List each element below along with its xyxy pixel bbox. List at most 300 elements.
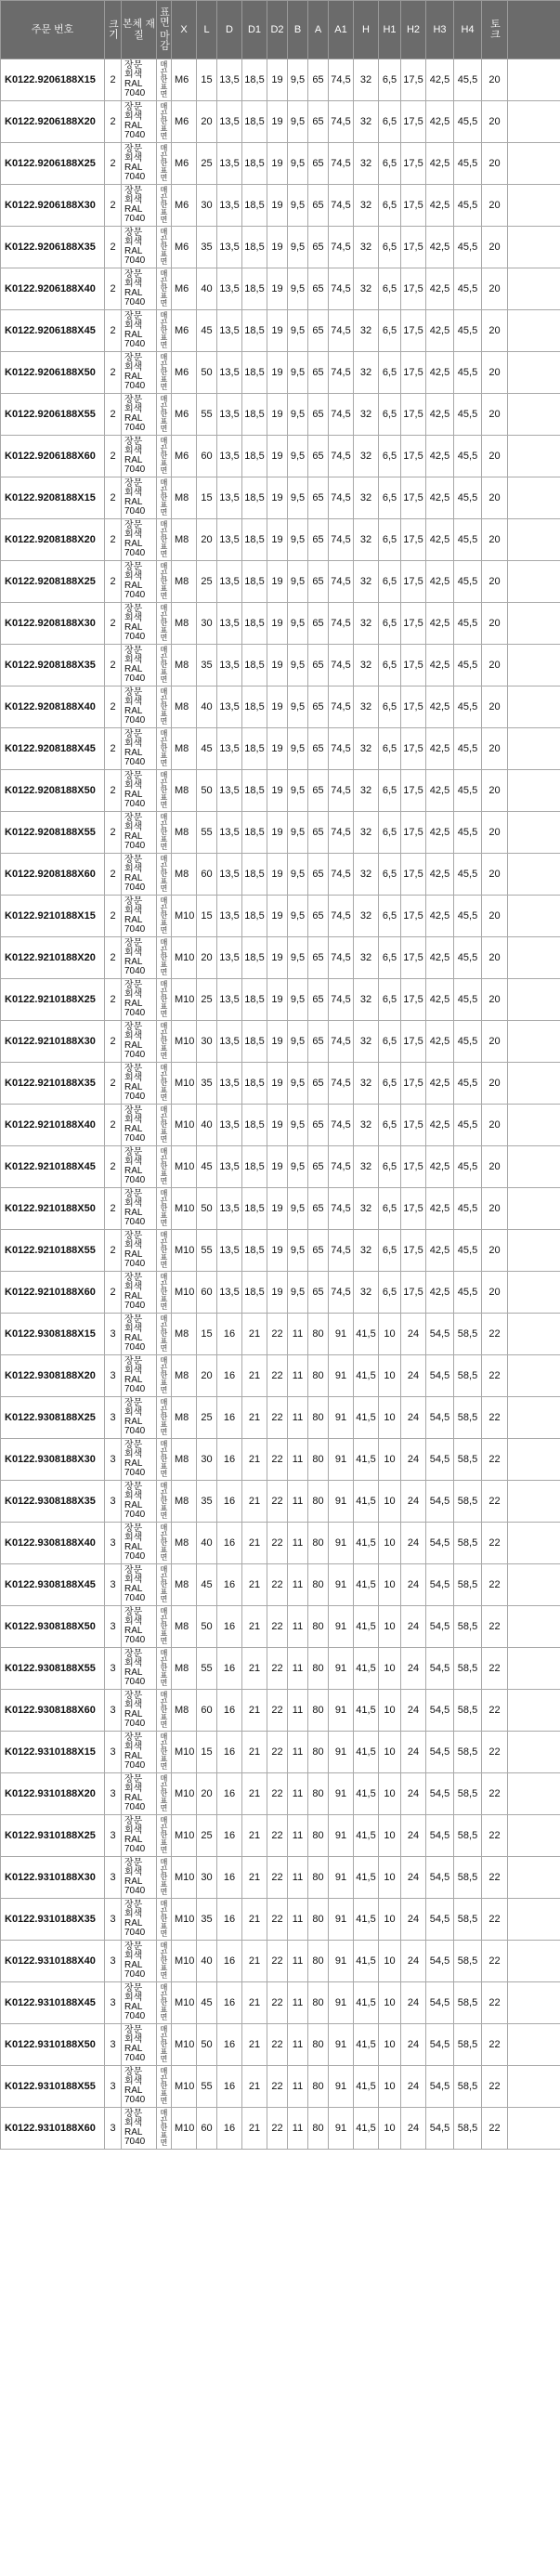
cell-a: 65 (308, 770, 329, 812)
material-line: 장문 (124, 1105, 143, 1116)
surface-text: 매끈한표면 (160, 1565, 168, 1602)
cell-h2: 24 (401, 2024, 426, 2066)
cell-thread: M8 (172, 1606, 197, 1648)
cell-size: 2 (105, 394, 122, 436)
cell-d: 13,5 (217, 59, 242, 101)
material-line: 회색 (124, 446, 143, 456)
cell-surface (157, 1397, 172, 1439)
cell-h2: 17,5 (401, 561, 426, 603)
cell-material (122, 1982, 157, 2024)
cell-d1: 18,5 (242, 1021, 267, 1063)
material-line: RAL (124, 1751, 143, 1761)
surface-text: 매끈한표면 (160, 729, 168, 766)
cell-size: 2 (105, 1272, 122, 1314)
cell-d: 16 (217, 1606, 242, 1648)
cell-d1: 18,5 (242, 1063, 267, 1105)
cell-thread: M6 (172, 394, 197, 436)
material-line: 장문 (124, 604, 143, 614)
cell-h1: 6,5 (379, 394, 401, 436)
material-line: 장문 (124, 1231, 143, 1241)
cell-blank (508, 1857, 560, 1899)
cell-a1: 74,5 (329, 1230, 354, 1272)
surface-text: 매끈한표면 (160, 311, 168, 348)
cell-size: 3 (105, 1857, 122, 1899)
cell-size: 3 (105, 1564, 122, 1606)
cell-a1: 74,5 (329, 59, 354, 101)
material-line: RAL (124, 664, 143, 674)
material-line: 장문 (124, 1942, 143, 1952)
cell-h4: 58,5 (454, 1606, 482, 1648)
cell-b: 9,5 (288, 561, 308, 603)
cell-thread: M10 (172, 2066, 197, 2108)
cell-surface (157, 1690, 172, 1732)
cell-blank (508, 1899, 560, 1941)
material-line: 회색 (124, 195, 143, 205)
cell-d: 16 (217, 1355, 242, 1397)
cell-h3: 42,5 (426, 854, 454, 896)
cell-d1: 18,5 (242, 143, 267, 185)
cell-h: 32 (354, 770, 379, 812)
table-row (1, 1314, 560, 1355)
cell-material (122, 268, 157, 310)
cell-h3: 54,5 (426, 1899, 454, 1941)
table-row (1, 519, 560, 561)
cell-torque: 22 (482, 1523, 508, 1564)
cell-h: 32 (354, 1272, 379, 1314)
header-row (1, 1, 560, 59)
cell-h3: 42,5 (426, 603, 454, 645)
cell-surface (157, 185, 172, 227)
cell-h4: 58,5 (454, 1564, 482, 1606)
cell-h3: 54,5 (426, 1941, 454, 1982)
cell-h3: 42,5 (426, 143, 454, 185)
material-line: 7040 (124, 130, 146, 140)
cell-h1: 10 (379, 1773, 401, 1815)
cell-order-no: K0122.9310188X15 (1, 1732, 105, 1773)
surface-text: 매끈한표면 (160, 1774, 168, 1811)
material-line: 7040 (124, 339, 146, 349)
cell-a1: 74,5 (329, 728, 354, 770)
cell-h4: 58,5 (454, 1857, 482, 1899)
cell-h4: 58,5 (454, 1481, 482, 1523)
cell-thread: M10 (172, 979, 197, 1021)
cell-h1: 10 (379, 1899, 401, 1941)
cell-material (122, 1899, 157, 1941)
material-line: 7040 (124, 966, 146, 976)
cell-a: 65 (308, 896, 329, 937)
cell-blank (508, 2066, 560, 2108)
cell-thread: M10 (172, 2024, 197, 2066)
cell-l: 15 (197, 1314, 217, 1355)
cell-a1: 91 (329, 2024, 354, 2066)
table-header (1, 1, 560, 59)
cell-order-no: K0122.9308188X30 (1, 1439, 105, 1481)
cell-d2: 19 (267, 1105, 288, 1146)
cell-order-no: K0122.9210188X15 (1, 896, 105, 937)
cell-h1: 6,5 (379, 227, 401, 268)
material-line: RAL (124, 163, 143, 173)
cell-size: 3 (105, 1355, 122, 1397)
cell-l: 20 (197, 519, 217, 561)
material-line: 7040 (124, 590, 146, 600)
cell-h: 41,5 (354, 1857, 379, 1899)
cell-size: 3 (105, 1481, 122, 1523)
material-line: 장문 (124, 562, 143, 572)
cell-torque: 22 (482, 1899, 508, 1941)
table-row (1, 561, 560, 603)
material-line: 7040 (124, 1719, 146, 1729)
material-line: 회색 (124, 822, 143, 832)
cell-size: 3 (105, 2024, 122, 2066)
cell-b: 9,5 (288, 1021, 308, 1063)
cell-d: 16 (217, 1815, 242, 1857)
cell-thread: M10 (172, 896, 197, 937)
cell-surface (157, 1815, 172, 1857)
material-line: 회색 (124, 989, 143, 1000)
cell-b: 9,5 (288, 1105, 308, 1146)
surface-text: 매끈한표면 (160, 771, 168, 808)
cell-h3: 54,5 (426, 1648, 454, 1690)
cell-d: 13,5 (217, 227, 242, 268)
cell-h1: 10 (379, 1857, 401, 1899)
cell-thread: M10 (172, 1982, 197, 2024)
material-line: RAL (124, 1793, 143, 1803)
cell-surface (157, 268, 172, 310)
cell-surface (157, 1941, 172, 1982)
material-line: 7040 (124, 1551, 146, 1562)
material-line: 장문 (124, 395, 143, 405)
cell-h2: 24 (401, 1523, 426, 1564)
cell-d2: 22 (267, 1355, 288, 1397)
table-row (1, 101, 560, 143)
material-line: RAL (124, 873, 143, 883)
cell-h4: 45,5 (454, 310, 482, 352)
material-line: 장문 (124, 1816, 143, 1826)
surface-text: 매끈한표면 (160, 395, 168, 432)
cell-blank (508, 1982, 560, 2024)
material-line: 7040 (124, 1635, 146, 1645)
material-line: 7040 (124, 1175, 146, 1185)
cell-b: 11 (288, 1564, 308, 1606)
cell-thread: M8 (172, 1564, 197, 1606)
material-line: 7040 (124, 548, 146, 558)
cell-a: 80 (308, 1941, 329, 1982)
surface-text: 매끈한표면 (160, 646, 168, 683)
material-line: 회색 (124, 1742, 143, 1752)
cell-h4: 58,5 (454, 1982, 482, 2024)
material-line: 장문 (124, 1064, 143, 1074)
material-line: 장문 (124, 102, 143, 112)
table-row (1, 1355, 560, 1397)
cell-h3: 54,5 (426, 1857, 454, 1899)
cell-torque: 20 (482, 812, 508, 854)
cell-a: 80 (308, 1606, 329, 1648)
cell-h2: 24 (401, 1397, 426, 1439)
cell-h2: 24 (401, 1815, 426, 1857)
cell-d: 16 (217, 2066, 242, 2108)
surface-text: 매끈한표면 (160, 1273, 168, 1310)
cell-d: 16 (217, 1899, 242, 1941)
cell-d2: 19 (267, 227, 288, 268)
cell-a1: 74,5 (329, 1272, 354, 1314)
cell-torque: 22 (482, 2024, 508, 2066)
cell-h1: 10 (379, 1606, 401, 1648)
surface-text: 매끈한표면 (160, 1691, 168, 1728)
material-line: 장문 (124, 520, 143, 530)
cell-h4: 45,5 (454, 519, 482, 561)
cell-h3: 54,5 (426, 2024, 454, 2066)
cell-h3: 42,5 (426, 1063, 454, 1105)
material-line: 장문 (124, 729, 143, 739)
cell-thread: M6 (172, 436, 197, 477)
cell-d2: 19 (267, 896, 288, 937)
material-line: 회색 (124, 1491, 143, 1501)
cell-blank (508, 728, 560, 770)
cell-blank (508, 477, 560, 519)
cell-h4: 45,5 (454, 645, 482, 686)
cell-h4: 58,5 (454, 1815, 482, 1857)
cell-a: 65 (308, 1230, 329, 1272)
cell-order-no: K0122.9210188X35 (1, 1063, 105, 1105)
material-line: 회색 (124, 1449, 143, 1459)
cell-l: 40 (197, 268, 217, 310)
cell-d: 16 (217, 1439, 242, 1481)
cell-torque: 20 (482, 143, 508, 185)
cell-h1: 10 (379, 1439, 401, 1481)
cell-h2: 17,5 (401, 812, 426, 854)
cell-h4: 45,5 (454, 59, 482, 101)
material-line: RAL (124, 915, 143, 925)
cell-a1: 91 (329, 1732, 354, 1773)
cell-surface (157, 770, 172, 812)
cell-h1: 6,5 (379, 101, 401, 143)
cell-material (122, 1146, 157, 1188)
cell-d1: 21 (242, 1899, 267, 1941)
cell-d: 16 (217, 1481, 242, 1523)
cell-order-no: K0122.9210188X20 (1, 937, 105, 979)
cell-torque: 20 (482, 1146, 508, 1188)
cell-h1: 6,5 (379, 268, 401, 310)
cell-h3: 42,5 (426, 352, 454, 394)
cell-d2: 19 (267, 59, 288, 101)
header-material: 본체 재질 (122, 1, 157, 59)
cell-order-no: K0122.9208188X15 (1, 477, 105, 519)
material-line: RAL (124, 622, 143, 633)
cell-h3: 54,5 (426, 1355, 454, 1397)
cell-d: 13,5 (217, 561, 242, 603)
cell-h1: 6,5 (379, 1146, 401, 1188)
cell-thread: M8 (172, 1314, 197, 1355)
cell-material (122, 1063, 157, 1105)
table-row (1, 1941, 560, 1982)
cell-b: 11 (288, 2066, 308, 2108)
material-line: 회색 (124, 488, 143, 498)
material-line: 7040 (124, 1928, 146, 1938)
cell-material (122, 645, 157, 686)
cell-h1: 6,5 (379, 1272, 401, 1314)
cell-d2: 19 (267, 477, 288, 519)
material-line: RAL (124, 288, 143, 298)
cell-h4: 45,5 (454, 979, 482, 1021)
cell-h3: 42,5 (426, 979, 454, 1021)
cell-a: 80 (308, 1982, 329, 2024)
cell-torque: 20 (482, 1063, 508, 1105)
material-line: 7040 (124, 1844, 146, 1854)
cell-b: 9,5 (288, 268, 308, 310)
cell-d1: 18,5 (242, 227, 267, 268)
cell-thread: M8 (172, 854, 197, 896)
cell-h: 32 (354, 1105, 379, 1146)
material-line: 7040 (124, 841, 146, 851)
cell-h4: 58,5 (454, 1314, 482, 1355)
cell-h3: 42,5 (426, 310, 454, 352)
surface-text: 매끈한표면 (160, 102, 168, 139)
cell-thread: M10 (172, 1105, 197, 1146)
cell-size: 2 (105, 101, 122, 143)
cell-h3: 42,5 (426, 436, 454, 477)
cell-d1: 18,5 (242, 477, 267, 519)
cell-d: 13,5 (217, 394, 242, 436)
cell-h3: 54,5 (426, 1732, 454, 1773)
surface-text: 매끈한표면 (160, 2109, 168, 2146)
cell-l: 30 (197, 1021, 217, 1063)
cell-material (122, 1606, 157, 1648)
cell-size: 2 (105, 227, 122, 268)
cell-size: 2 (105, 1021, 122, 1063)
cell-h2: 17,5 (401, 394, 426, 436)
material-line: 장문 (124, 269, 143, 280)
material-line: RAL (124, 1709, 143, 1720)
cell-thread: M10 (172, 1773, 197, 1815)
cell-surface (157, 1021, 172, 1063)
cell-h3: 54,5 (426, 2108, 454, 2150)
cell-h1: 10 (379, 1815, 401, 1857)
cell-l: 35 (197, 227, 217, 268)
cell-d1: 21 (242, 1523, 267, 1564)
table-row (1, 1397, 560, 1439)
cell-h2: 17,5 (401, 101, 426, 143)
material-line: 장문 (124, 1733, 143, 1743)
cell-h4: 45,5 (454, 937, 482, 979)
cell-thread: M8 (172, 812, 197, 854)
material-line: RAL (124, 1333, 143, 1343)
cell-d: 13,5 (217, 937, 242, 979)
surface-text: 매끈한표면 (160, 1607, 168, 1644)
cell-thread: M8 (172, 1355, 197, 1397)
cell-d1: 18,5 (242, 1230, 267, 1272)
material-line: 회색 (124, 1951, 143, 1961)
material-line: 회색 (124, 362, 143, 373)
material-line: RAL (124, 581, 143, 591)
cell-torque: 20 (482, 1230, 508, 1272)
cell-a: 80 (308, 1732, 329, 1773)
surface-text: 매끈한표면 (160, 562, 168, 599)
cell-torque: 20 (482, 1105, 508, 1146)
cell-a: 80 (308, 1355, 329, 1397)
cell-surface (157, 854, 172, 896)
cell-d: 13,5 (217, 1021, 242, 1063)
header-d2: D2 (267, 1, 288, 59)
cell-h1: 6,5 (379, 645, 401, 686)
cell-h1: 10 (379, 1982, 401, 2024)
cell-a1: 74,5 (329, 143, 354, 185)
cell-h2: 24 (401, 1941, 426, 1982)
cell-a1: 74,5 (329, 645, 354, 686)
cell-b: 11 (288, 2024, 308, 2066)
cell-a: 65 (308, 1105, 329, 1146)
cell-h3: 54,5 (426, 1773, 454, 1815)
cell-h: 32 (354, 979, 379, 1021)
cell-d: 13,5 (217, 268, 242, 310)
cell-order-no: K0122.9310188X25 (1, 1815, 105, 1857)
cell-h: 41,5 (354, 1314, 379, 1355)
header-h2: H2 (401, 1, 426, 59)
cell-b: 9,5 (288, 1146, 308, 1188)
cell-material (122, 1648, 157, 1690)
cell-blank (508, 645, 560, 686)
cell-b: 11 (288, 1523, 308, 1564)
table-row (1, 1773, 560, 1815)
cell-h4: 45,5 (454, 436, 482, 477)
cell-blank (508, 59, 560, 101)
material-line: 장문 (124, 311, 143, 321)
cell-a1: 74,5 (329, 227, 354, 268)
cell-a: 65 (308, 394, 329, 436)
cell-torque: 20 (482, 979, 508, 1021)
cell-order-no: K0122.9210188X40 (1, 1105, 105, 1146)
cell-h4: 58,5 (454, 2108, 482, 2150)
cell-blank (508, 436, 560, 477)
cell-h: 41,5 (354, 1773, 379, 1815)
cell-h1: 6,5 (379, 1021, 401, 1063)
cell-d: 16 (217, 1397, 242, 1439)
cell-size: 3 (105, 1648, 122, 1690)
cell-b: 9,5 (288, 59, 308, 101)
material-line: 회색 (124, 1031, 143, 1041)
cell-d2: 19 (267, 1188, 288, 1230)
cell-h: 41,5 (354, 1732, 379, 1773)
cell-b: 9,5 (288, 770, 308, 812)
cell-h1: 6,5 (379, 686, 401, 728)
cell-h3: 42,5 (426, 268, 454, 310)
cell-torque: 20 (482, 561, 508, 603)
cell-a1: 91 (329, 1899, 354, 1941)
cell-l: 25 (197, 143, 217, 185)
cell-h3: 54,5 (426, 1314, 454, 1355)
material-line: 7040 (124, 172, 146, 182)
cell-size: 2 (105, 1063, 122, 1105)
cell-a: 80 (308, 1481, 329, 1523)
table-row (1, 1021, 560, 1063)
surface-text: 매끈한표면 (160, 1733, 168, 1770)
table-row (1, 1439, 560, 1481)
material-line: RAL (124, 79, 143, 89)
surface-text: 매끈한표면 (160, 1105, 168, 1143)
cell-a1: 91 (329, 1815, 354, 1857)
cell-h2: 17,5 (401, 686, 426, 728)
cell-a1: 74,5 (329, 561, 354, 603)
cell-torque: 20 (482, 728, 508, 770)
cell-a: 65 (308, 603, 329, 645)
cell-l: 60 (197, 854, 217, 896)
material-line: 7040 (124, 673, 146, 684)
cell-torque: 22 (482, 1355, 508, 1397)
cell-torque: 20 (482, 645, 508, 686)
cell-h2: 17,5 (401, 477, 426, 519)
material-line: 장문 (124, 980, 143, 990)
cell-torque: 20 (482, 1188, 508, 1230)
cell-h: 41,5 (354, 1815, 379, 1857)
